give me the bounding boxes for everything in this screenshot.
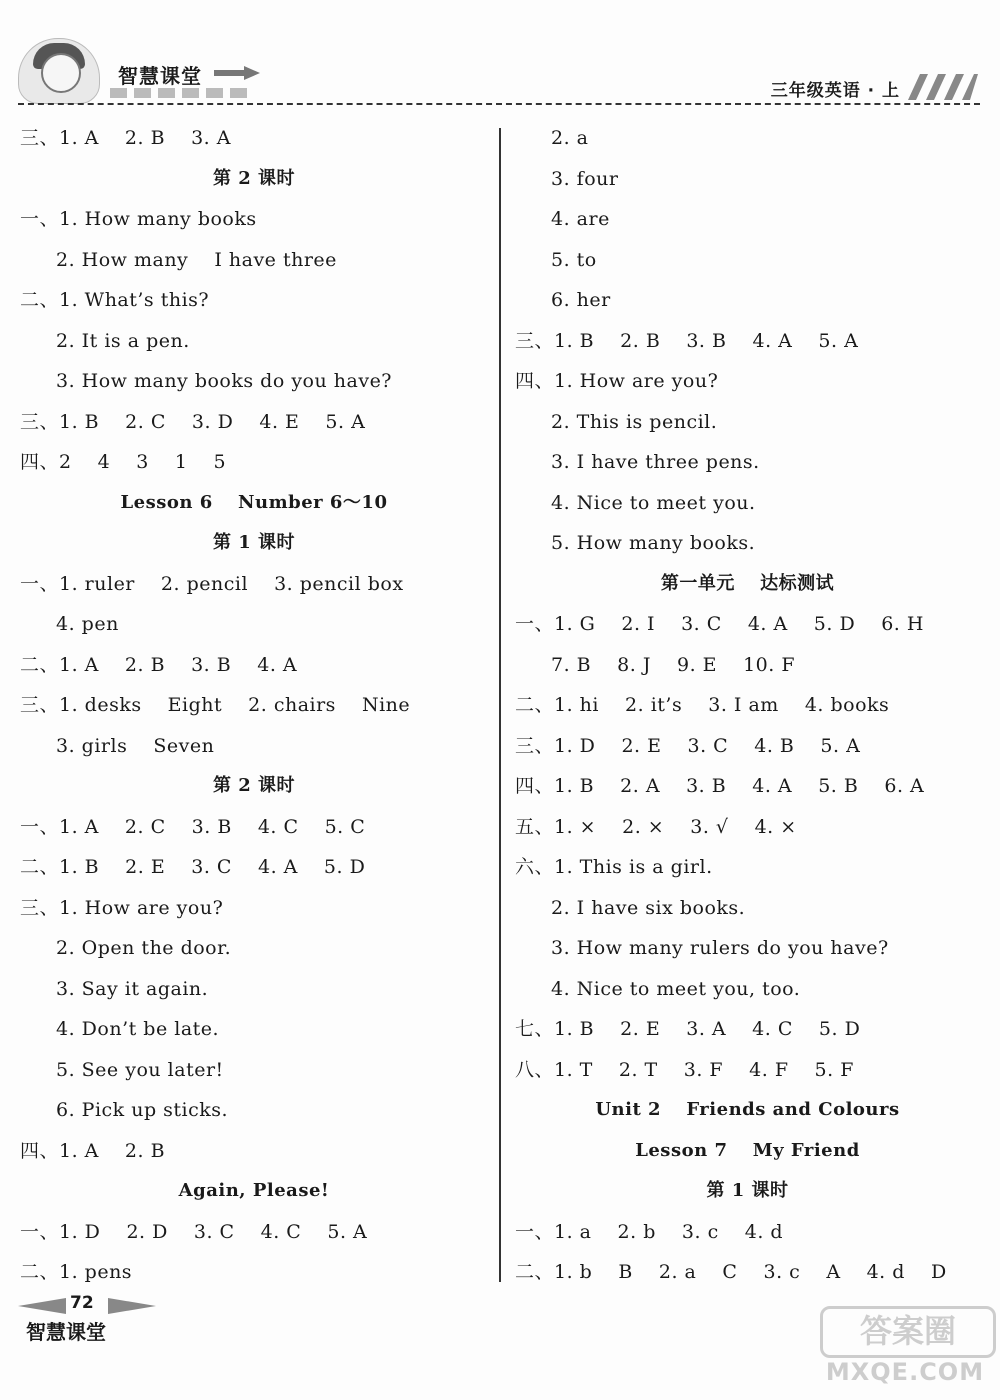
section-heading: 第 2 课时 <box>212 775 296 796</box>
answer-line: 2. How many I have three <box>56 248 337 271</box>
answer-line: 3. girls Seven <box>56 734 215 757</box>
arrow-icon <box>214 66 260 80</box>
answer-line: 4. Don’t be late. <box>56 1018 220 1040</box>
answer-line: 5. to <box>551 248 597 271</box>
answer-line: 2. This is pencil. <box>551 410 718 433</box>
answer-line: 4. Nice to meet you. <box>551 491 756 514</box>
header-dashed-rule <box>18 103 980 105</box>
answer-line: 一、1. D 2. D 3. C 4. C 5. A <box>20 1220 368 1243</box>
answer-line: 3. four <box>551 167 619 190</box>
page-header <box>0 0 1000 110</box>
answer-line: 一、1. A 2. C 3. B 4. C 5. C <box>20 815 366 838</box>
watermark-logo-text: 答案圈 <box>820 1306 996 1358</box>
footer-brand: 智慧课堂 <box>26 1320 106 1344</box>
answer-line: 3. Say it again. <box>56 977 209 1000</box>
answer-line: 三、1. B 2. C 3. D 4. E 5. A <box>20 410 366 433</box>
slash-stripes-icon <box>898 74 978 100</box>
column-divider <box>499 128 501 1282</box>
section-heading: Unit 2 Friends and Colours <box>595 1099 900 1120</box>
answer-line: 三、1. D 2. E 3. C 4. B 5. A <box>515 734 861 757</box>
grade-title: 三年级英语 · 上 <box>770 81 900 101</box>
logo-badge <box>18 38 100 104</box>
answer-line: 5. How many books. <box>551 532 756 554</box>
answer-line: 七、1. B 2. E 3. A 4. C 5. D <box>515 1018 861 1040</box>
answer-line: 一、1. G 2. I 3. C 4. A 5. D 6. H <box>515 613 924 635</box>
answer-line: 二、1. pens <box>20 1261 133 1283</box>
answer-line: 2. It is a pen. <box>56 329 190 352</box>
answer-line: 一、1. ruler 2. pencil 3. pencil box <box>20 572 404 595</box>
answer-line: 二、1. A 2. B 3. B 4. A <box>20 653 298 676</box>
answer-line: 三、1. desks Eight 2. chairs Nine <box>20 694 411 716</box>
watermark-url: MXQE.COM <box>825 1358 985 1386</box>
answer-line: 二、1. What’s this? <box>20 289 210 311</box>
answer-line: 5. See you later! <box>56 1058 224 1081</box>
section-heading: 第一单元 达标测试 <box>660 572 835 594</box>
answer-line: 一、1. a 2. b 3. c 4. d <box>515 1220 784 1243</box>
page-number: 72 <box>70 1293 94 1313</box>
answer-line: 四、2 4 3 1 5 <box>20 451 227 473</box>
section-heading: Lesson 7 My Friend <box>635 1139 860 1161</box>
footer-right-arrow-icon <box>108 1298 156 1314</box>
answer-line: 3. How many rulers do you have? <box>551 937 889 959</box>
answer-line: 五、1. × 2. × 3. √ 4. × <box>515 815 797 838</box>
answer-line: 三、1. A 2. B 3. A <box>20 127 231 149</box>
answer-line: 4. are <box>551 208 610 230</box>
answer-line: 四、1. A 2. B <box>20 1139 166 1162</box>
answer-line: 4. pen <box>56 613 119 635</box>
watermark <box>820 1306 990 1396</box>
decorative-squares <box>110 88 260 98</box>
answer-line: 3. How many books do you have? <box>56 370 392 392</box>
answer-line: 三、1. How are you? <box>20 896 224 919</box>
answer-line: 八、1. T 2. T 3. F 4. F 5. F <box>515 1058 854 1081</box>
answer-line: 4. Nice to meet you, too. <box>551 977 801 1000</box>
answer-line: 7. B 8. J 9. E 10. F <box>551 653 796 676</box>
answer-line: 3. I have three pens. <box>551 451 760 473</box>
answer-line: 二、1. b B 2. a C 3. c A 4. d D <box>515 1261 947 1283</box>
section-heading: Again, Please! <box>178 1180 330 1201</box>
logo-girl-face <box>41 53 81 93</box>
answer-line: 三、1. B 2. B 3. B 4. A 5. A <box>515 329 859 352</box>
answer-line: 四、1. B 2. A 3. B 4. A 5. B 6. A <box>515 775 925 797</box>
answer-line: 2. a <box>551 127 589 149</box>
answer-line: 一、1. How many books <box>20 208 257 230</box>
right-answer-column <box>515 118 980 1293</box>
answer-line: 二、1. B 2. E 3. C 4. A 5. D <box>20 856 366 878</box>
answer-line: 6. her <box>551 289 611 311</box>
footer-left-arrow-icon <box>18 1298 66 1314</box>
section-heading: 第 1 课时 <box>212 532 296 553</box>
section-heading: Lesson 6 Number 6～10 <box>120 491 388 513</box>
answer-line: 6. Pick up sticks. <box>56 1099 229 1121</box>
answer-line: 四、1. How are you? <box>515 370 719 392</box>
answer-line: 2. I have six books. <box>551 896 746 919</box>
left-answer-column <box>20 118 488 1293</box>
section-heading: 第 2 课时 <box>212 167 296 189</box>
answer-line: 2. Open the door. <box>56 937 232 959</box>
answer-line: 六、1. This is a girl. <box>515 856 713 878</box>
section-heading: 第 1 课时 <box>706 1180 789 1201</box>
answer-line: 二、1. hi 2. it’s 3. I am 4. books <box>515 694 890 716</box>
brand-title: 智慧课堂 <box>118 64 202 88</box>
